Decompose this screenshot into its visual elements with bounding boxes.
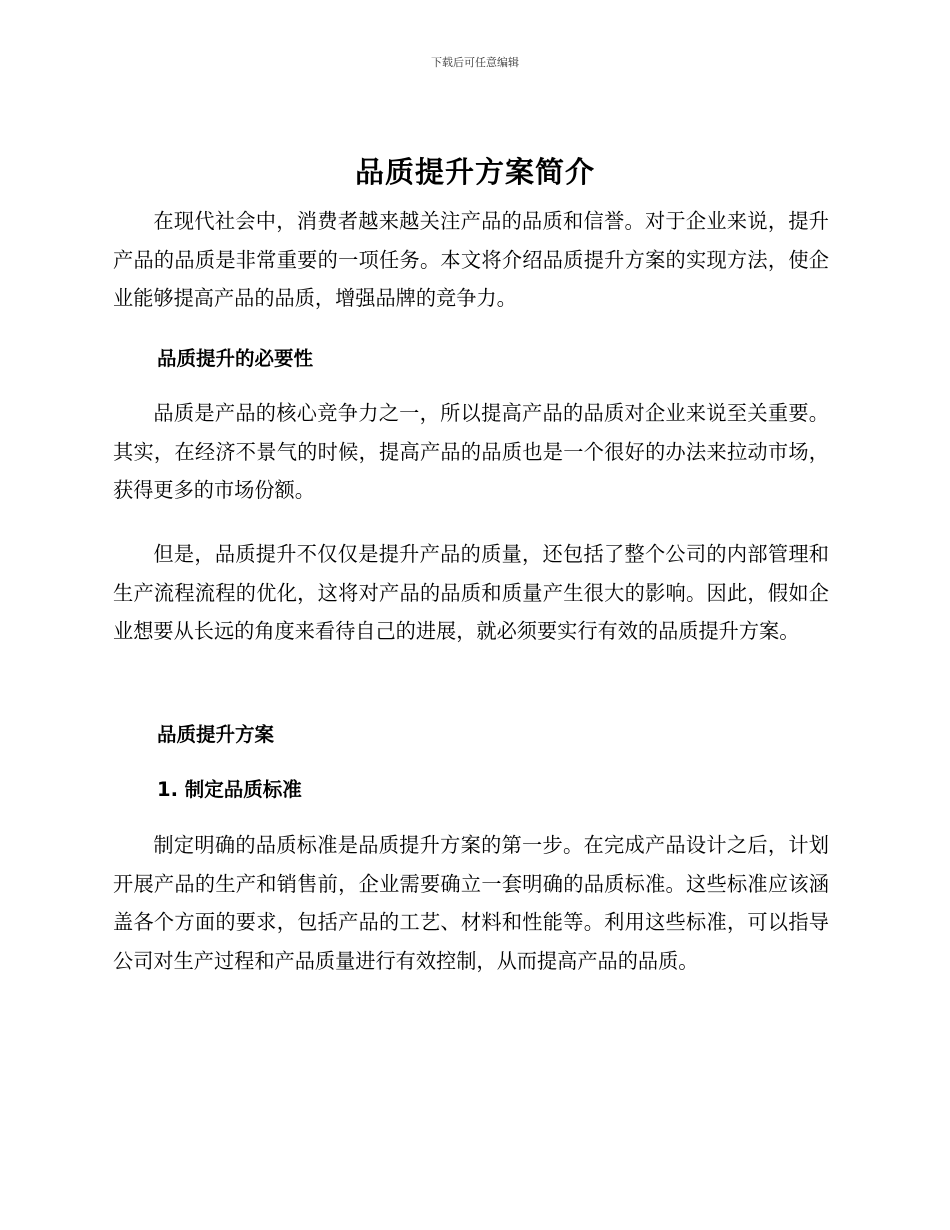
standards-paragraph: 制定明确的品质标准是品质提升方案的第一步。在完成产品设计之后，计划开展产品的生产和销售前，企业需要确立一套明确的品质标准。这些标准应该涵盖各个方面的要求，包括产品的工艺、材料和性能等。利用这些标准，可以指导公司对生产过程和产品质量进行有效控制，从而提高产品的品质。 — [113, 833, 829, 973]
necessity-paragraph-2: 但是，品质提升不仅仅是提升产品的质量，还包括了整个公司的内部管理和生产流程流程的优化，这将对产品的品质和质量产生很大的影响。因此，假如企业想要从长远的角度来看待自己的进展，就必须要实行有效的品质提升方案。 — [113, 542, 829, 643]
header-note: 下载后可任意编辑 — [431, 56, 519, 69]
document-title: 品质提升方案简介 — [354, 155, 595, 189]
subsection-heading-standards: 1. 制定品质标准 — [157, 778, 302, 801]
section-heading-plan: 品质提升方案 — [157, 723, 275, 746]
intro-paragraph: 在现代社会中，消费者越来越关注产品的品质和信誉。对于企业来说，提升产品的品质是非常重要的一项任务。本文将介绍品质提升方案的实现方法，使企业能够提高产品的品质，增强品牌的竞争力。 — [113, 209, 829, 310]
necessity-paragraph-1: 品质是产品的核心竞争力之一，所以提高产品的品质对企业来说至关重要。其实，在经济不景气的时候，提高产品的品质也是一个很好的办法来拉动市场，获得更多的市场份额。 — [113, 401, 829, 502]
section-heading-necessity: 品质提升的必要性 — [157, 347, 314, 370]
